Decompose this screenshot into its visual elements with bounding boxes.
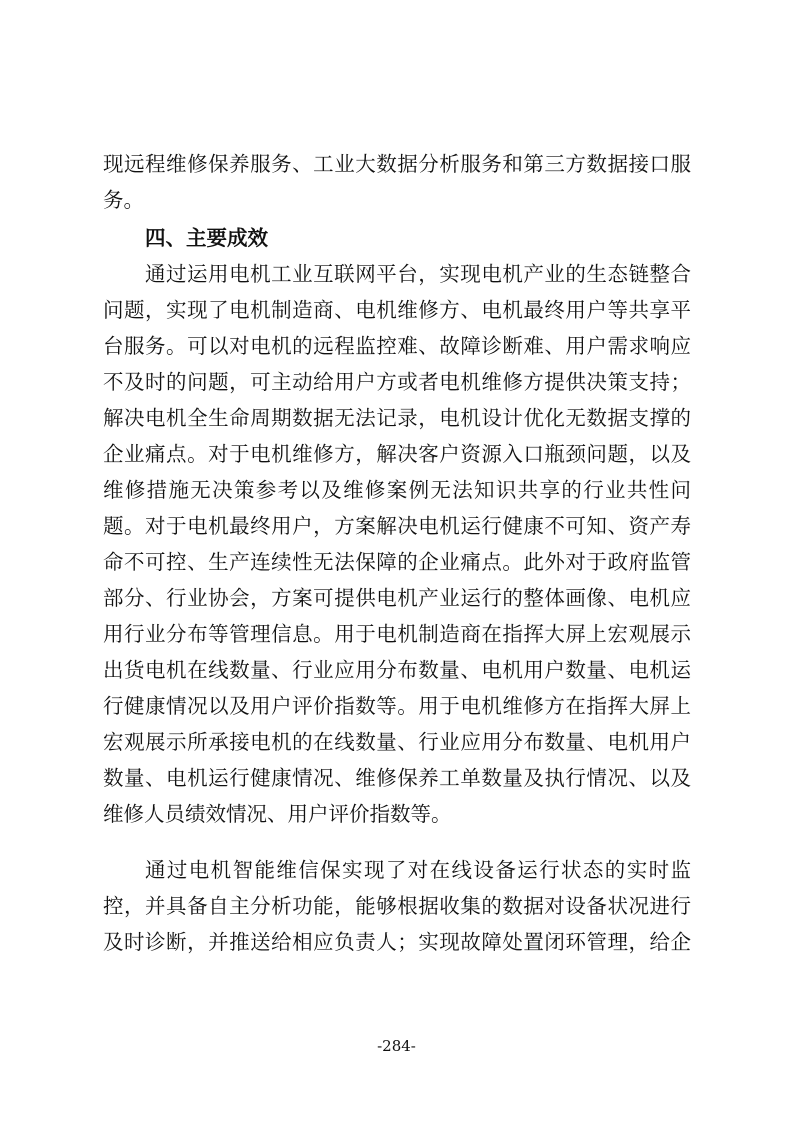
text-line: 用行业分布等管理信息。用于电机制造商在指挥大屏上宏观展示 bbox=[103, 622, 691, 646]
text-line: 及时诊断，并推送给相应负责人；实现故障处置闭环管理，给企 bbox=[103, 930, 691, 954]
text-line: 解决电机全生命周期数据无法记录，电机设计优化无数据支撑的 bbox=[103, 406, 691, 430]
text-line: 行健康情况以及用户评价指数等。用于电机维修方在指挥大屏上 bbox=[103, 694, 691, 718]
text-line: 务。 bbox=[103, 188, 144, 212]
text-line: 题。对于电机最终用户，方案解决电机运行健康不可知、资产寿 bbox=[103, 514, 691, 538]
continuation-paragraph bbox=[103, 146, 691, 218]
paragraph-main-results bbox=[103, 256, 691, 832]
text-line: 命不可控、生产连续性无法保障的企业痛点。此外对于政府监管 bbox=[103, 550, 691, 574]
text-line: 控，并具备自主分析功能，能够根据收集的数据对设备状况进行 bbox=[103, 894, 691, 918]
text-line: 部分、行业协会，方案可提供电机产业运行的整体画像、电机应 bbox=[103, 586, 691, 610]
text-line: 宏观展示所承接电机的在线数量、行业应用分布数量、电机用户 bbox=[103, 730, 691, 754]
text-line: 现远程维修保养服务、工业大数据分析服务和第三方数据接口服 bbox=[103, 152, 691, 176]
page-number: -284- bbox=[377, 1037, 416, 1055]
text-line: 台服务。可以对电机的远程监控难、故障诊断难、用户需求响应 bbox=[103, 334, 691, 358]
paragraph-smart-maintenance bbox=[103, 852, 691, 960]
text-line: 企业痛点。对于电机维修方，解决客户资源入口瓶颈问题，以及 bbox=[103, 442, 691, 466]
text-line: 数量、电机运行健康情况、维修保养工单数量及执行情况、以及 bbox=[103, 766, 691, 790]
section-heading-block bbox=[103, 220, 691, 256]
text-line: 通过运用电机工业互联网平台，实现电机产业的生态链整合 bbox=[145, 262, 691, 286]
text-line: 维修人员绩效情况、用户评价指数等。 bbox=[103, 802, 452, 826]
text-line: 不及时的问题，可主动给用户方或者电机维修方提供决策支持； bbox=[103, 370, 691, 394]
text-line: 出货电机在线数量、行业应用分布数量、电机用户数量、电机运 bbox=[103, 658, 691, 682]
text-line: 通过电机智能维信保实现了对在线设备运行状态的实时监 bbox=[145, 858, 691, 882]
text-line: 问题，实现了电机制造商、电机维修方、电机最终用户等共享平 bbox=[103, 298, 691, 322]
text-line: 维修措施无决策参考以及维修案例无法知识共享的行业共性问 bbox=[103, 478, 691, 502]
section-heading: 四、主要成效 bbox=[145, 226, 268, 250]
